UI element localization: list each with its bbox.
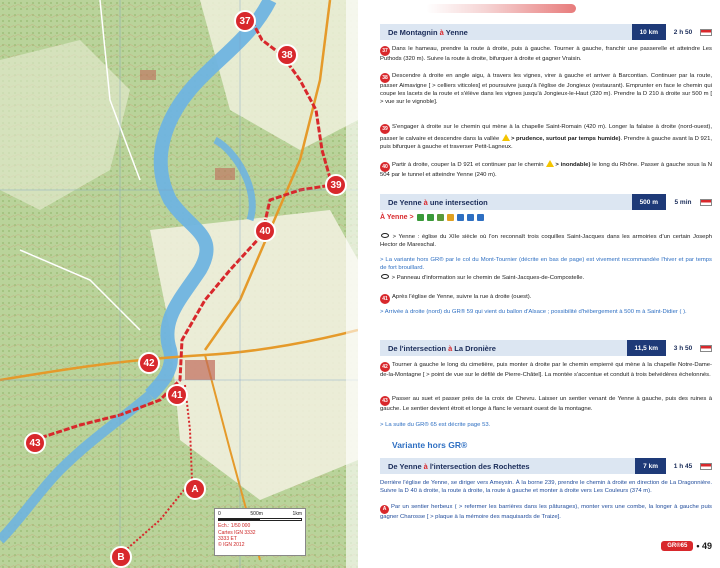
title-from: De l'intersection: [388, 343, 447, 353]
section-title: [380, 194, 632, 210]
title-from: De Yenne: [388, 461, 422, 471]
variant-note: > La variante hors GR® par le col du Mont-Tournier (décrite en bas de page) est vivement recommandée l'hiver et par temps de fort brouillard.: [380, 257, 712, 271]
duration: 5 min: [674, 198, 692, 206]
step-37: [380, 46, 712, 64]
duration: 3 h 50: [673, 344, 693, 352]
bus-icon: [467, 214, 474, 221]
step-number: 43: [380, 396, 390, 406]
title-from: De Montagnin: [388, 27, 438, 37]
eye-icon: [381, 233, 389, 238]
cafe-icon: [457, 214, 464, 221]
title-arrow: à: [439, 27, 444, 37]
waypoint-A: A: [184, 478, 206, 500]
waypoint-38: 38: [276, 44, 298, 66]
section-header-intersection-droniere: [380, 340, 714, 356]
distance-badge: 7 km: [635, 458, 666, 474]
step-text: Partir à droite, couper la D 921 et continuer par le chemin: [392, 162, 544, 168]
section-header-montagnin-yenne: [380, 24, 714, 40]
waypoint-39: 39: [325, 174, 347, 196]
warning-icon: [502, 134, 510, 141]
info-icon: [477, 214, 484, 221]
guide-text-page: [366, 0, 720, 568]
waypoint-43: 43: [24, 432, 46, 454]
waypoint-40: 40: [254, 220, 276, 242]
step-text: Passer au suet et passer près de la croix de Chevru. Laisser un sentier venant de Yenne à gauche, puis des ruines à gauche. Le sentier devient étroit et longe à flanc le versant ouest de la montagne.: [380, 396, 712, 412]
step-text: Tourner à gauche le long du cimetière, puis monter à droite par le chemin empierré qui mène à la chapelle Notre-Dame-de-la-Montagne [ > point de vue sur le défilé de Pierre-Châtel]. La montée s'accentue et conduit à trois belvédères échelonnés.: [380, 362, 712, 378]
distance-badge: 10 km: [632, 24, 666, 40]
waypoint-B: B: [110, 546, 132, 568]
variant-title: Variante hors GR®: [392, 440, 468, 450]
step-40: [380, 160, 712, 180]
services-label: À Yenne >: [380, 214, 414, 221]
map-legend: [214, 508, 306, 556]
warning-text: > prudence, surtout par temps humide): [510, 136, 621, 142]
step-text-end: . Prendre à gauche avant la D 921, puis bifurquer à gauche et traverser Petit-Lagneux.: [380, 136, 712, 150]
distance-badge: 11,5 km: [627, 340, 667, 356]
step-text: Après l'église de Yenne, suivre la rue à droite (ouest).: [392, 294, 532, 300]
title-to: Yenne: [445, 27, 468, 37]
yenne-description: [380, 233, 712, 250]
title-arrow: à: [448, 343, 453, 353]
variant-step-1: Derrière l'église de Yenne, se diriger vers Ameysin. À la borne 239, prendre le chemin à droite en direction de La Dragonnière. Suivre la D 40 à droite, la route à droite, la route à gauche et monter à droite vers Les Couleurs (374 m).: [380, 480, 712, 494]
map-scale-labels: [218, 511, 302, 517]
scale-mid: 500m: [250, 511, 263, 517]
section-header-yenne-rochettes: [380, 458, 714, 474]
scale-bar: [218, 518, 302, 521]
step-41: [380, 294, 712, 304]
step-number: 37: [380, 46, 390, 56]
step-number: 40: [380, 162, 390, 172]
step-number: 42: [380, 362, 390, 372]
eye-icon: [381, 274, 389, 279]
panel-note-text: > Panneau d'information sur le chemin de Saint-Jacques-de-Compostelle.: [390, 275, 585, 281]
page-number: • 49: [696, 541, 712, 551]
step-42: [380, 362, 712, 380]
section-title: [380, 458, 635, 474]
step-number: 39: [380, 124, 390, 134]
title-to: une intersection: [429, 197, 488, 207]
gr-flag-icon: [700, 463, 712, 470]
duration: 2 h 50: [673, 28, 693, 36]
distance-badge: 500 m: [632, 194, 666, 210]
step-text: Par un sentier herbeux ( > refermer les barrières dans les pâturages), monter vers une combe, la longer à gauche puis gagner Charosse [ > plaque à la mémoire des maquisards de Traize].: [380, 504, 712, 520]
step-39: [380, 124, 712, 152]
step-38: [380, 73, 712, 106]
step-letter: A: [380, 505, 389, 514]
legend-line-2: Cartes IGN 3332: [218, 529, 256, 536]
page-footer: [661, 541, 712, 551]
step-number: 41: [380, 294, 390, 304]
gr-flag-icon: [700, 345, 712, 352]
warning-icon: [546, 160, 554, 167]
section-header-yenne-intersection: [380, 194, 714, 210]
step-text: Descendre à droite en angle aigu, à travers les vignes, virer à gauche et arriver à Barcontian. Continuer par la route, passer Aimavigne [ > celliers viticoles] et poursuivre jusqu'à l'église de Jongieux (restaurant). Emprunter en face le chemin qui coupe les lacets de la route et s'élève dans les vignes jusqu'à Jongieux-le-Haut (320 m). Prendre la D 210 à droite sur 500 m [ > vue sur le vignoble].: [380, 73, 712, 105]
title-to: La Dronière: [454, 343, 496, 353]
scale-end: 1km: [292, 511, 302, 517]
waypoint-41: 41: [166, 384, 188, 406]
duration: 1 h 45: [673, 462, 693, 470]
shop-icon: [437, 214, 444, 221]
lodging-icon: [417, 214, 424, 221]
legend-line-3: 3333 ET: [218, 535, 237, 542]
legend-line-1: Ech.: 1/50 000: [218, 523, 251, 530]
yenne-desc-text: > Yenne : église du XIIe siècle où l'on reconnaît trois coquilles Saint-Jacques dans les armoiries d'un certain Joseph Hector de Mareschal.: [380, 234, 712, 248]
section-title: [380, 24, 632, 40]
header-decoration: [426, 4, 576, 13]
section-title: [380, 340, 627, 356]
title-to: l'intersection des Rochettes: [429, 461, 530, 471]
panel-note: [380, 274, 712, 283]
topographic-map: [0, 0, 358, 568]
map-artwork: [0, 0, 358, 568]
gr-badge: GR®65: [661, 541, 693, 551]
warning-text: > inondable): [555, 162, 591, 168]
title-arrow: à: [423, 197, 428, 207]
step-text: Dans le hameau, prendre la route à droite, puis à gauche. Tourner à gauche, franchir une passerelle et atteindre Les Puthods (320 m). Suivre la route à droite, bifurquer à droite et gagner Vraisin.: [380, 46, 712, 62]
restaurant-icon: [447, 214, 454, 221]
suite-note: > La suite du GR® 65 est décrite page 53.: [380, 422, 491, 428]
step-number: 38: [380, 73, 390, 83]
step-43: [380, 396, 712, 414]
title-from: De Yenne: [388, 197, 422, 207]
step-text: S'engager à droite sur le chemin qui mène à la chapelle Saint-Romain (420 m). Longer la falaise à droite (nord-ouest), passer le calvaire et descendre dans la vallée: [380, 124, 712, 142]
camping-icon: [427, 214, 434, 221]
gr-flag-icon: [700, 199, 712, 206]
waypoint-37: 37: [234, 10, 256, 32]
yenne-services: [380, 214, 484, 221]
gr59-note: > Arrivée à droite (nord) du GR® 59 qui vient du ballon d'Alsace ; possibilité d'hébergement à 500 m à Saint-Didier ( ).: [380, 309, 687, 315]
step-text-end: le long du Rhône. Passer à gauche sous la N 504 par le tunnel et atteindre Yenne (240 m).: [380, 162, 712, 178]
waypoint-42: 42: [138, 352, 160, 374]
title-arrow: à: [423, 461, 428, 471]
variant-step-A: [380, 504, 712, 522]
scale-start: 0: [218, 511, 221, 517]
map-copyright: © IGN 2012: [218, 542, 245, 548]
gr-flag-icon: [700, 29, 712, 36]
